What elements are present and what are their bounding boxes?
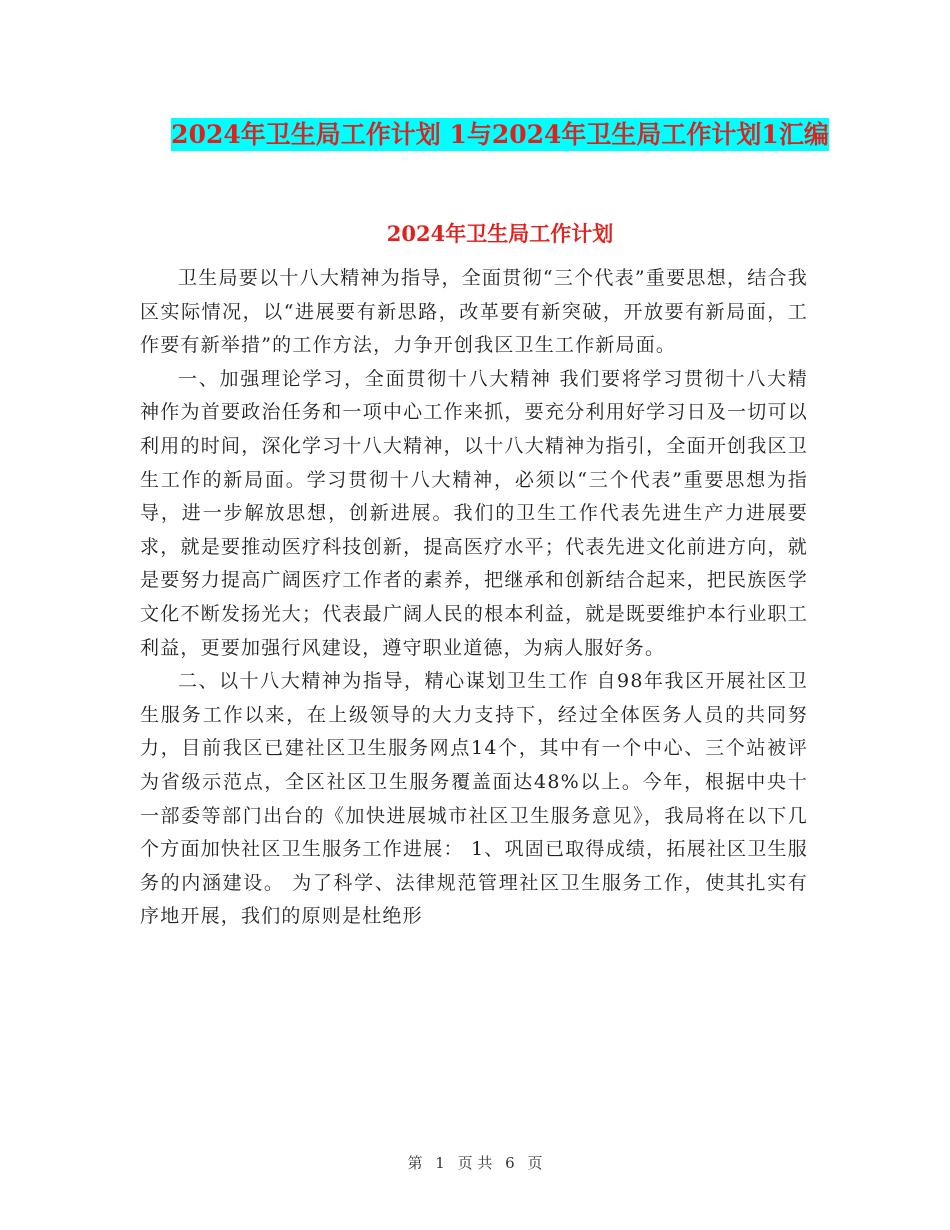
document-body [140, 262, 808, 934]
footer-label-page: 第 [407, 1154, 423, 1172]
footer-current-page: 1 [435, 1154, 445, 1172]
footer-label-of: 页 共 [457, 1154, 493, 1172]
section-title: 2024年卫生局工作计划 [386, 221, 614, 246]
paragraph-section-two: 二、以十八大精神为指导，精心谋划卫生工作 自98年我区开展社区卫生服务工作以来，在上级领导的大力支持下，经过全体医务人员的共同努力，目前我区已建社区卫生服务网点14个，其中有一个中心、三个站被评为省级示范点，全区社区卫生服务覆盖面达48%以上。今年，根据中央十一部委等部门出台的《加快进展城市社区卫生服务意见》，我局将在以下几个方面加快社区卫生服务工作进展： 1、巩固已取得成绩，拓展社区卫生服务的内涵建设。 为了科学、法律规范管理社区卫生服务工作，使其扎实有序地开展，我们的原则是杜绝形 [140, 670, 808, 928]
footer-total-pages: 6 [505, 1154, 515, 1172]
page-footer [0, 1152, 950, 1173]
document-title-container [140, 112, 860, 158]
paragraph-section-one: 一、加强理论学习，全面贯彻十八大精神 我们要将学习贯彻十八大精神作为首要政治任务和一项中心工作来抓，要充分利用好学习日及一切可以利用的时间，深化学习十八大精神，以十八大精神为指引，全面开创我区卫生工作的新局面。学习贯彻十八大精神，必须以“三个代表”重要思想为指导，进一步解放思想，创新进展。我们的卫生工作代表先进生产力进展要求，就是要推动医疗科技创新，提高医疗水平；代表先进文化前进方向，就是要努力提高广阔医疗工作者的素养，把继承和创新结合起来，把民族医学文化不断发扬光大；代表最广阔人民的根本利益，就是既要维护本行业职工利益，更要加强行风建设，遵守职业道德，为病人服好务。 [140, 367, 808, 659]
paragraph-intro: 卫生局要以十八大精神为指导，全面贯彻“三个代表”重要思想，结合我区实际情况，以“进展要有新思路，改革要有新突破，开放要有新局面，工作要有新举措”的工作方法，力争开创我区卫生工作新局面。 [140, 267, 808, 357]
document-title: 2024年卫生局工作计划 1与2024年卫生局工作计划1汇编 [171, 120, 829, 149]
footer-label-end: 页 [527, 1154, 543, 1172]
